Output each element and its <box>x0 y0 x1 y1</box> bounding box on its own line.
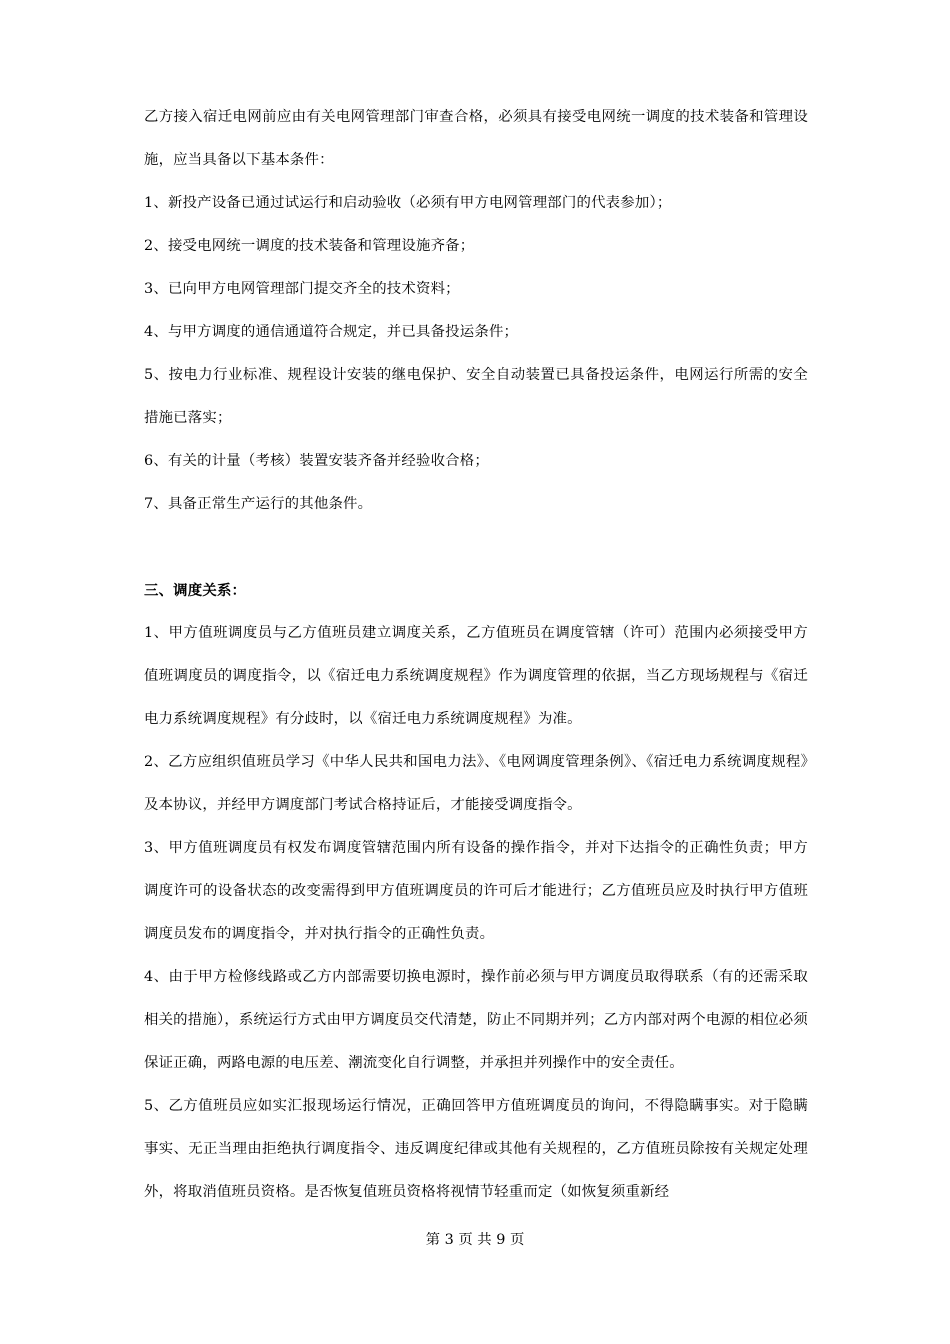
section-item-3: 3、甲方值班调度员有权发布调度管辖范围内所有设备的操作指令，并对下达指令的正确性负责；甲方调度许可的设备状态的改变需得到甲方值班调度员的许可后才能进行；乙方值班员应及时执行甲方值班调度员发布的调度指令，并对执行指令的正确性负责。 <box>144 840 808 942</box>
section-item-2: 2、乙方应组织值班员学习《中华人民共和国电力法》、《电网调度管理条例》、《宿迁电力系统调度规程》及本协议，并经甲方调度部门考试合格持证后，才能接受调度指令。 <box>144 754 808 813</box>
condition-item-3: 3、已向甲方电网管理部门提交齐全的技术资料； <box>144 281 460 297</box>
intro-paragraph: 乙方接入宿迁电网前应由有关电网管理部门审查合格，必须具有接受电网统一调度的技术装备和管理设施，应当具备以下基本条件： <box>144 109 808 168</box>
section-item-1: 1、甲方值班调度员与乙方值班员建立调度关系，乙方值班员在调度管辖（许可）范围内必须接受甲方值班调度员的调度指令，以《宿迁电力系统调度规程》作为调度管理的依据，当乙方现场规程与《宿迁电力系统调度规程》有分歧时，以《宿迁电力系统调度规程》为准。 <box>144 625 808 727</box>
condition-item-7: 7、具备正常生产运行的其他条件。 <box>144 496 373 512</box>
section-item-5: 5、乙方值班员应如实汇报现场运行情况，正确回答甲方值班调度员的询问，不得隐瞒事实。对于隐瞒事实、无正当理由拒绝执行调度指令、违反调度纪律或其他有关规程的，乙方值班员除按有关规定处理外，将取消值班员资格。是否恢复值班员资格将视情节轻重而定（如恢复须重新经 <box>144 1098 808 1200</box>
condition-item-2: 2、接受电网统一调度的技术装备和管理设施齐备； <box>144 238 475 254</box>
condition-item-6: 6、有关的计量（考核）装置安装齐备并经验收合格； <box>144 453 489 469</box>
document-body <box>144 96 808 1214</box>
section-heading: 三、调度关系： <box>144 582 247 599</box>
condition-item-1: 1、新投产设备已通过试运行和启动验收（必须有甲方电网管理部门的代表参加）； <box>144 195 672 211</box>
condition-item-4: 4、与甲方调度的通信通道符合规定，并已具备投运条件； <box>144 324 519 340</box>
condition-item-5: 5、按电力行业标准、规程设计安装的继电保护、安全自动装置已具备投运条件，电网运行所需的安全措施已落实； <box>144 367 808 426</box>
page-footer <box>0 1228 950 1252</box>
blank-line <box>144 526 808 569</box>
page-number-label: 第 3 页 共 9 页 <box>425 1232 525 1248</box>
section-item-4: 4、由于甲方检修线路或乙方内部需要切换电源时，操作前必须与甲方调度员取得联系（有的还需采取相关的措施），系统运行方式由甲方调度员交代清楚，防止不同期并列；乙方内部对两个电源的相位必须保证正确，两路电源的电压差、潮流变化自行调整，并承担并列操作中的安全责任。 <box>144 969 808 1071</box>
